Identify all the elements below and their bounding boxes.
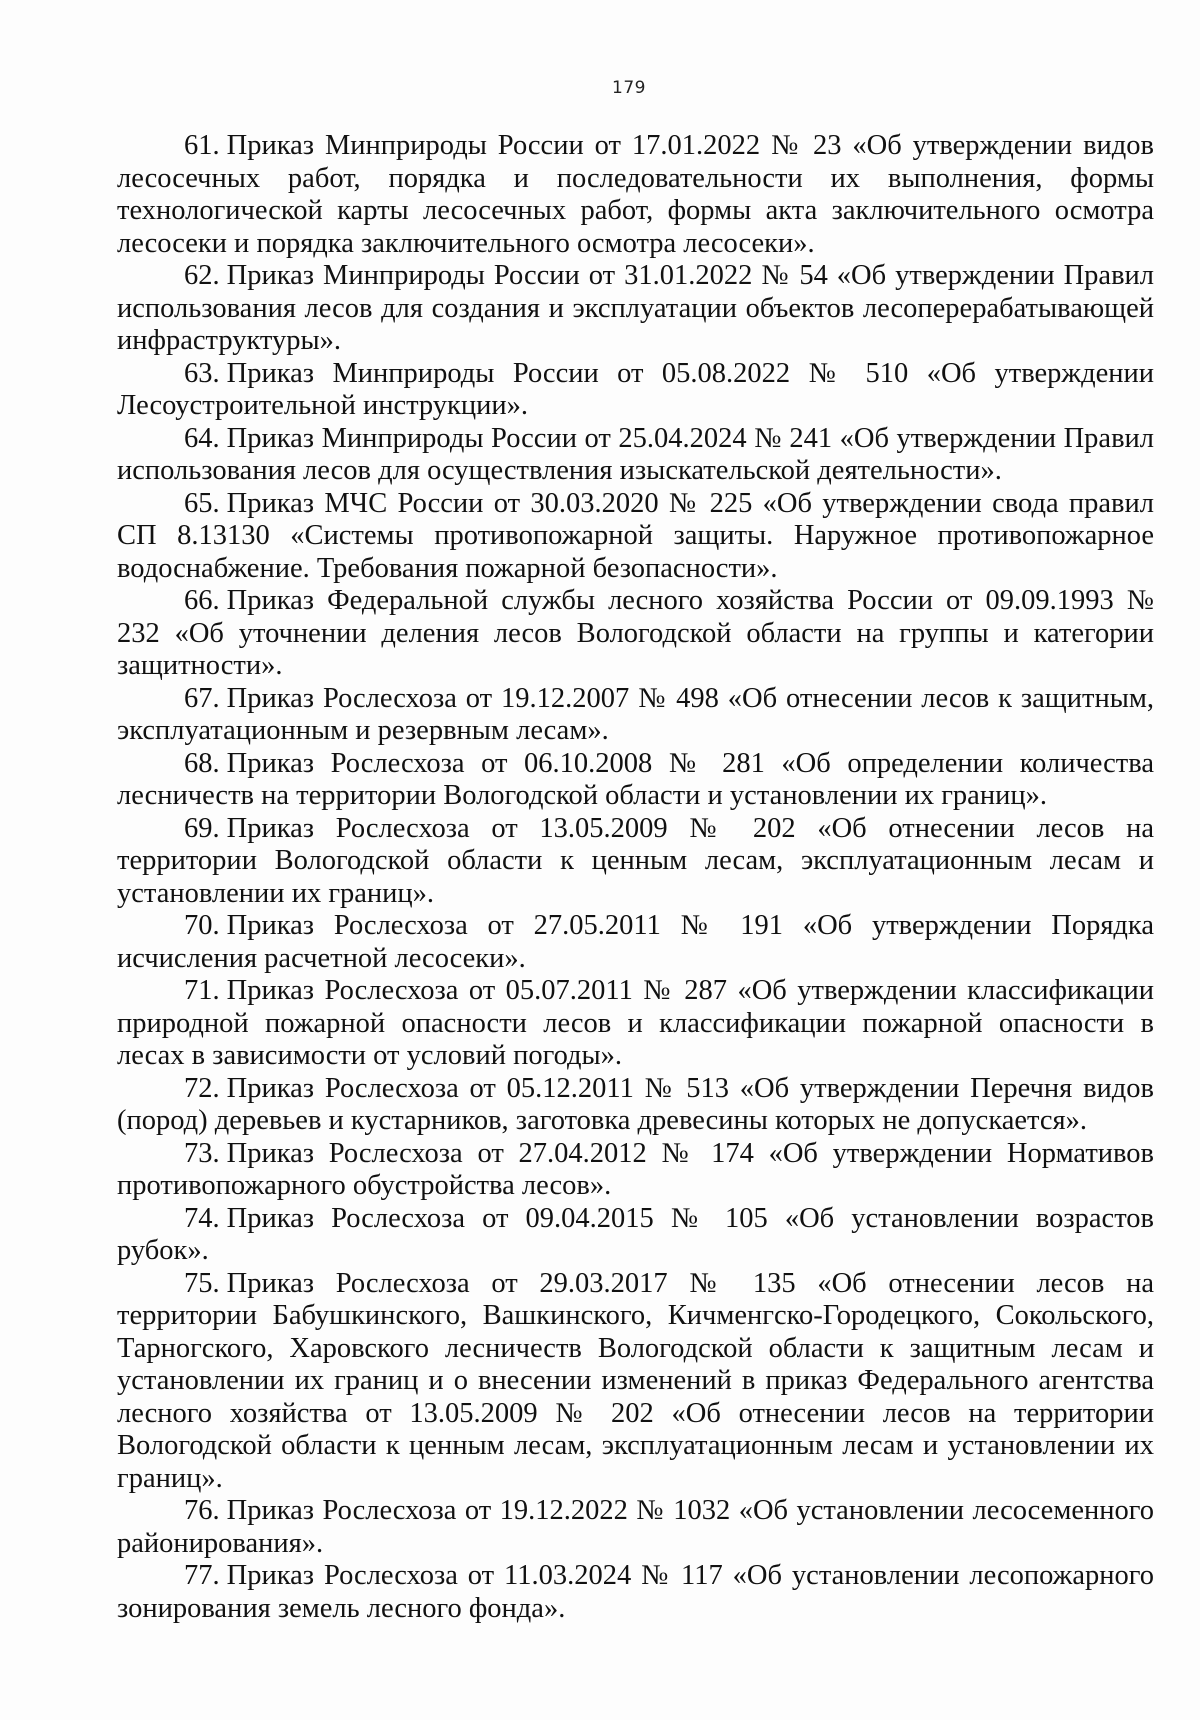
list-item-text: Приказ Рослесхоза от 19.12.2022 № 1032 «Об установлении лесосеменного районирования». (117, 1495, 1154, 1559)
list-item (117, 683, 1154, 748)
list-item (117, 975, 1154, 1073)
list-item (117, 423, 1154, 488)
list-item-number: 67. (184, 682, 220, 714)
list-item (117, 130, 1154, 260)
list-item (117, 1073, 1154, 1138)
list-item-text: Приказ Рослесхоза от 27.05.2011 № 191 «Об утверждении Порядка исчисления расчетной лесосеки». (117, 910, 1154, 974)
list-item (117, 910, 1154, 975)
list-item (117, 358, 1154, 423)
list-item-text: Приказ Рослесхоза от 11.03.2024 № 117 «Об установлении лесопожарного зонирования земель лесного фонда». (117, 1560, 1154, 1624)
list-item-number: 72. (184, 1072, 220, 1104)
list-item-number: 64. (184, 422, 220, 454)
list-item (117, 488, 1154, 586)
list-item-number: 63. (184, 357, 220, 389)
list-item-number: 62. (184, 260, 220, 291)
list-item-text: Приказ Рослесхоза от 06.10.2008 № 281 «Об определении количества лесничеств на территории Вологодской области и установлении их границ». (117, 747, 1154, 811)
list-item-number: 77. (184, 1560, 220, 1591)
list-item-number: 74. (184, 1202, 220, 1234)
list-item (117, 813, 1154, 911)
page-number: 179 (612, 78, 646, 98)
list-item (117, 1268, 1154, 1496)
list-item-text: Приказ Минприроды России от 31.01.2022 № 54 «Об утверждении Правил использования лесов для создания и эксплуатации объектов лесоперерабатывающей инфраструктуры». (117, 260, 1154, 356)
list-item-text: Приказ Минприроды России от 25.04.2024 № 241 «Об утверждении Правил использования лесов для осуществления изыскательской деятельности». (117, 422, 1154, 486)
list-item-text: Приказ Рослесхоза от 29.03.2017 № 135 «Об отнесении лесов на территории Бабушкинского, Вашкинского, Кичменгско-Городецкого, Сокольского, Тарногского, Харовского лесничеств Вологодской области к защитным лесам и установлении их границ и о внесении изменений в приказ Федерального агентства лесного хозяйства от 13.05.2009 № 202 «Об отнесении лесов на территории Вологодской области к ценным лесам, эксплуатационным лесам и установлении их границ». (117, 1267, 1154, 1494)
list-item (117, 748, 1154, 813)
list-item (117, 260, 1154, 358)
list-item (117, 1495, 1154, 1560)
list-item-text: Приказ МЧС России от 30.03.2020 № 225 «Об утверждении свода правил СП 8.13130 «Системы противопожарной защиты. Наружное противопожарное водоснабжение. Требования пожарной безопасности». (117, 487, 1154, 584)
list-item-text: Приказ Минприроды России от 05.08.2022 № 510 «Об утверждении Лесоустроительной инструкции». (117, 357, 1154, 421)
list-item-number: 69. (184, 812, 220, 844)
list-item-text: Приказ Рослесхоза от 05.12.2011 № 513 «Об утверждении Перечня видов (пород) деревьев и кустарников, заготовка древесины которых не допускается». (117, 1072, 1154, 1136)
list-item-number: 76. (184, 1495, 220, 1526)
list-item-text: Приказ Рослесхоза от 27.04.2012 № 174 «Об утверждении Нормативов противопожарного обустройства лесов». (117, 1137, 1154, 1201)
list-item-number: 70. (184, 910, 220, 941)
list-item-number: 73. (184, 1137, 220, 1169)
list-item-number: 75. (184, 1267, 220, 1299)
list-item-number: 66. (184, 585, 220, 616)
list-item-number: 68. (184, 747, 220, 779)
list-item-text: Приказ Рослесхоза от 05.07.2011 № 287 «Об утверждении классификации природной пожарной опасности лесов и классификации пожарной опасности в лесах в зависимости от условий погоды». (117, 975, 1154, 1071)
list-item-number: 61. (184, 130, 220, 161)
list-item (117, 1138, 1154, 1203)
regulations-list (117, 130, 1154, 1625)
list-item-text: Приказ Рослесхоза от 19.12.2007 № 498 «Об отнесении лесов к защитным, эксплуатационным и резервным лесам». (117, 682, 1154, 746)
list-item (117, 1560, 1154, 1625)
list-item (117, 585, 1154, 683)
list-item-text: Приказ Рослесхоза от 09.04.2015 № 105 «Об установлении возрастов рубок». (117, 1202, 1154, 1266)
list-item-text: Приказ Рослесхоза от 13.05.2009 № 202 «Об отнесении лесов на территории Вологодской области к ценным лесам, эксплуатационным лесам и установлении их границ». (117, 812, 1154, 909)
list-item (117, 1203, 1154, 1268)
list-item-text: Приказ Федеральной службы лесного хозяйства России от 09.09.1993 № 232 «Об уточнении деления лесов Вологодской области на группы и категории защитности». (117, 585, 1154, 681)
list-item-number: 65. (184, 487, 220, 519)
list-item-number: 71. (184, 975, 220, 1006)
list-item-text: Приказ Минприроды России от 17.01.2022 № 23 «Об утверждении видов лесосечных работ, порядка и последовательности их выполнения, формы технологической карты лесосечных работ, формы акта заключительного осмотра лесосеки и порядка заключительного осмотра лесосеки». (117, 130, 1154, 259)
